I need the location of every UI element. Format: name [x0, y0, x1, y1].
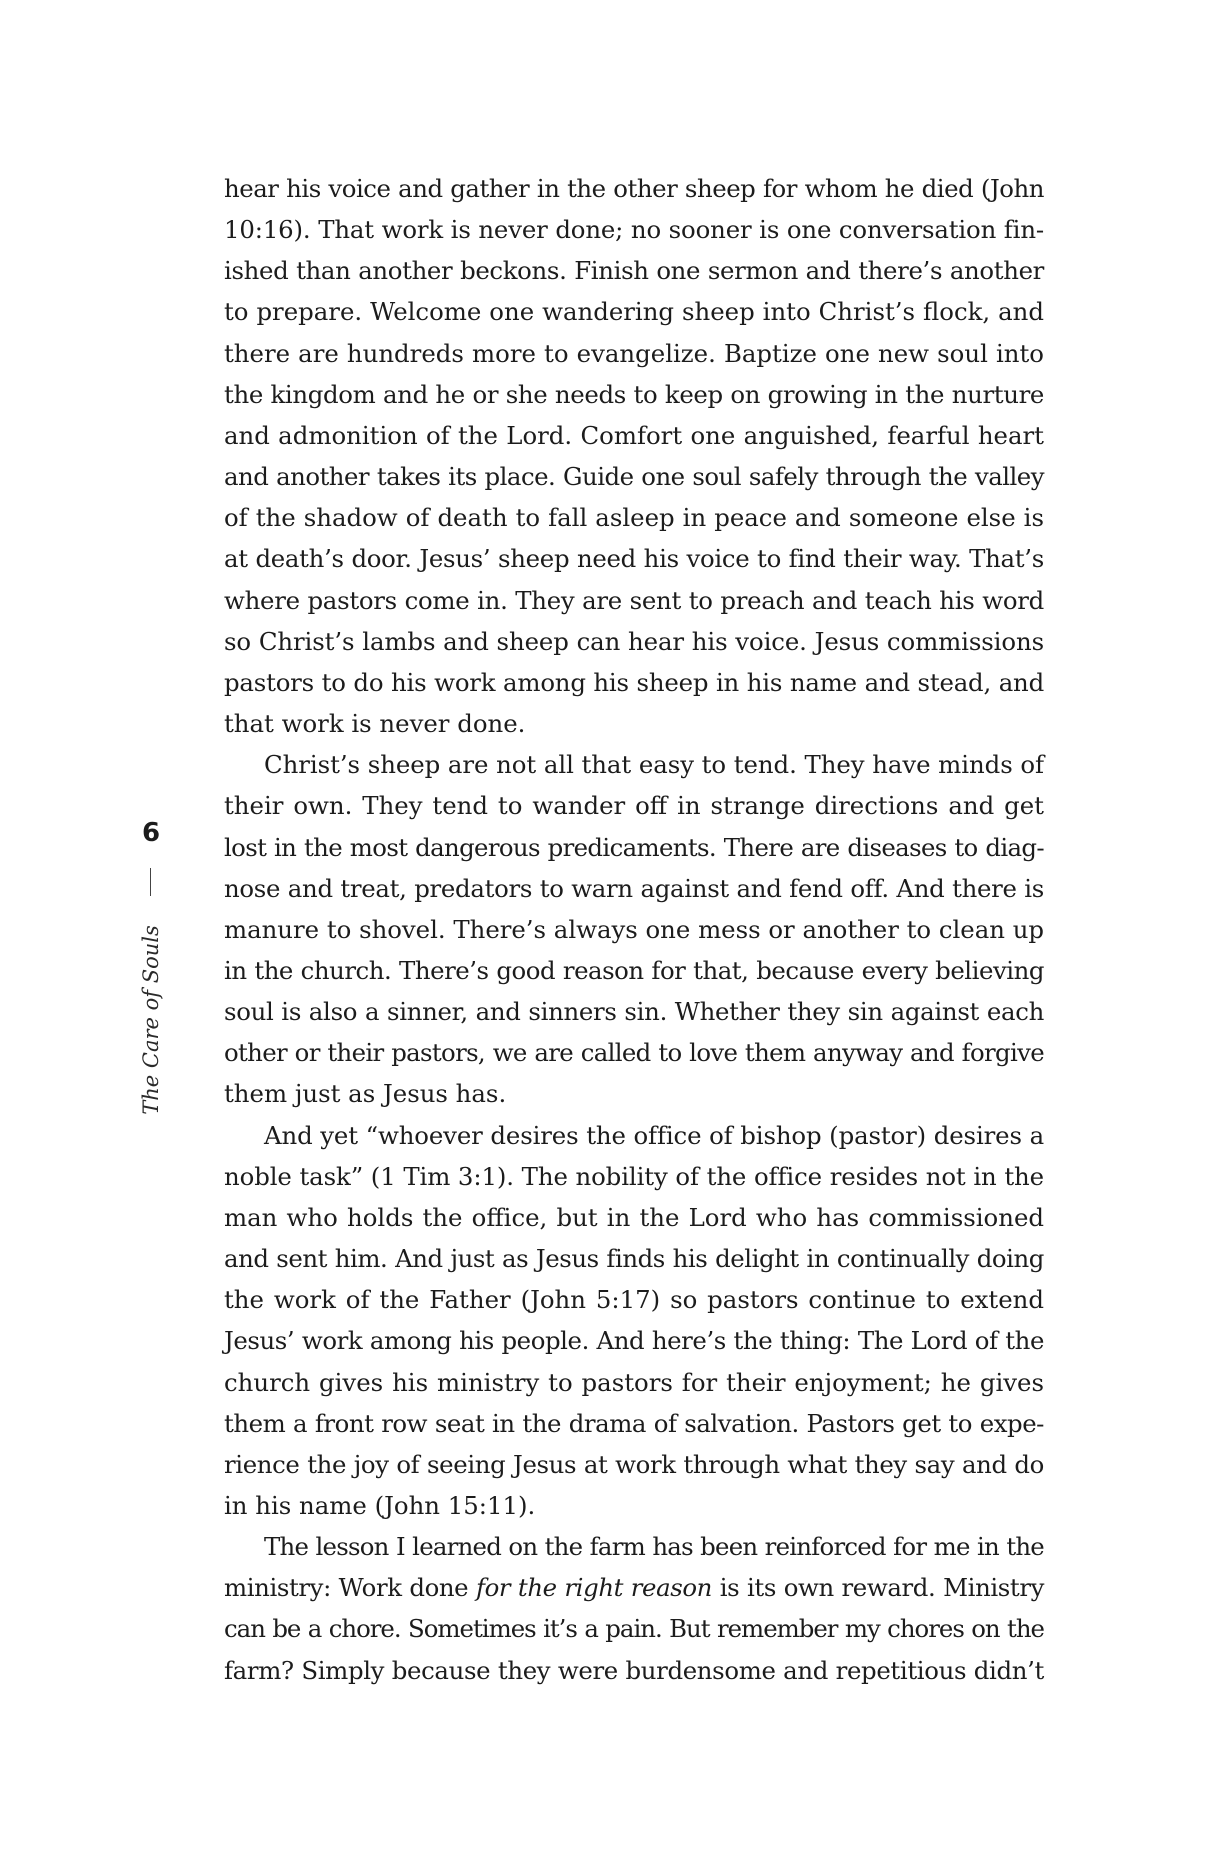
text-line: where pastors come in. They are sent to preach and teach his word — [224, 585, 1044, 615]
text-line: there are hundreds more to evangelize. Baptize one new soul into — [224, 338, 1044, 368]
text-line: them a front row seat in the drama of salvation. Pastors get to expe- — [224, 1408, 1044, 1438]
paragraph-first-line: Christ’s sheep are not all that easy to tend. They have minds of — [264, 750, 1044, 780]
body-text — [224, 168, 1044, 1691]
text-segment: is its own reward. Ministry — [712, 1573, 1044, 1603]
text-line: the work of the Father (John 5:17) so pastors continue to extend — [224, 1285, 1044, 1315]
text-line: lost in the most dangerous predicaments. There are diseases to diag- — [224, 832, 1044, 862]
text-line: so Christ’s lambs and sheep can hear his voice. Jesus commissions — [224, 626, 1044, 656]
text-line — [224, 1567, 1044, 1608]
page-number: 6 — [141, 818, 161, 848]
text-line: noble task” (1 Tim 3:1). The nobility of the office resides not in the — [224, 1161, 1044, 1191]
margin-divider — [150, 868, 151, 896]
text-line: church gives his ministry to pastors for their enjoyment; he gives — [224, 1367, 1044, 1397]
text-line: the kingdom and he or she needs to keep on growing in the nurture — [224, 379, 1044, 409]
text-line: ished than another beckons. Finish one sermon and there’s another — [224, 256, 1044, 286]
italic-phrase: for the right reason — [475, 1573, 712, 1603]
text-line: manure to shovel. There’s always one mess or another to clean up — [224, 914, 1044, 944]
text-line: their own. They tend to wander off in strange directions and get — [224, 791, 1044, 821]
text-line: 10:16). That work is never done; no sooner is one conversation fin- — [224, 215, 1044, 245]
text-line: farm? Simply because they were burdensome and repetitious didn’t — [224, 1655, 1044, 1685]
paragraph-first-line: And yet “whoever desires the office of bishop (pastor) desires a — [264, 1120, 1044, 1150]
text-line: and admonition of the Lord. Comfort one anguished, fearful heart — [224, 420, 1044, 450]
text-line: in the church. There’s good reason for that, because every believing — [224, 955, 1044, 985]
text-line: other or their pastors, we are called to love them anyway and forgive — [224, 1038, 1044, 1068]
text-line: them just as Jesus has. — [224, 1079, 507, 1109]
text-line: Jesus’ work among his people. And here’s the thing: The Lord of the — [224, 1326, 1044, 1356]
text-line: rience the joy of seeing Jesus at work through what they say and do — [224, 1449, 1044, 1479]
text-line: can be a chore. Sometimes it’s a pain. But remember my chores on the — [224, 1614, 1044, 1644]
text-line: that work is never done. — [224, 709, 526, 739]
text-line: of the shadow of death to fall asleep in peace and someone else is — [224, 503, 1044, 533]
text-segment: ministry: Work done — [224, 1573, 476, 1603]
text-line: and another takes its place. Guide one soul safely through the valley — [224, 462, 1044, 492]
text-line: in his name (John 15:11). — [224, 1491, 536, 1520]
text-line: soul is also a sinner, and sinners sin. Whether they sin against each — [224, 997, 1044, 1027]
text-line: at death’s door. Jesus’ sheep need his voice to find their way. That’s — [224, 544, 1044, 574]
running-title: The Care of Souls — [139, 925, 163, 1115]
text-line: man who holds the office, but in the Lord who has commissioned — [224, 1202, 1044, 1232]
text-line: nose and treat, predators to warn against and fend off. And there is — [224, 873, 1044, 903]
paragraph-first-line: The lesson I learned on the farm has been reinforced for me in the — [264, 1532, 1044, 1562]
text-line: pastors to do his work among his sheep in his name and stead, and — [224, 667, 1044, 697]
text-line: and sent him. And just as Jesus finds his delight in continually doing — [224, 1244, 1044, 1274]
text-line: to prepare. Welcome one wandering sheep into Christ’s flock, and — [224, 297, 1044, 327]
text-line: hear his voice and gather in the other sheep for whom he died (John — [224, 174, 1044, 203]
